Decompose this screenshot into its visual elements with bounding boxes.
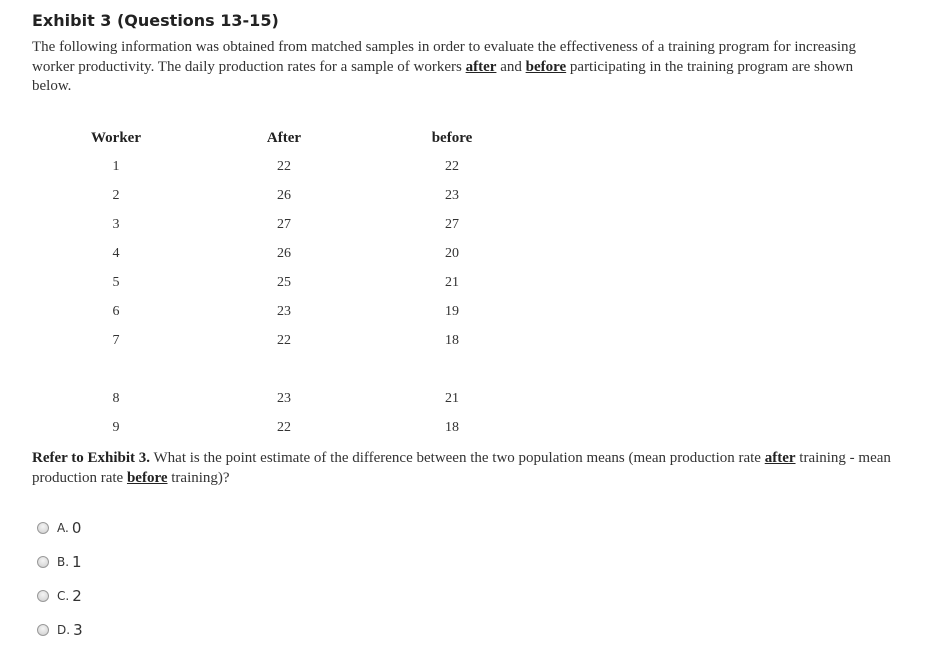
cell-before: 18 [445, 333, 459, 348]
header-before: before [431, 130, 473, 146]
cell-after: 26 [277, 188, 291, 203]
option-letter: D. [57, 623, 71, 637]
cell-worker: 9 [112, 420, 120, 435]
question-before-emphasis: before [126, 469, 168, 486]
option-value: 3 [73, 621, 83, 639]
radio-button[interactable] [37, 522, 49, 534]
cell-after: 26 [277, 246, 291, 261]
question-body-mid: training - mean production rate [32, 450, 891, 486]
cell-worker: 6 [112, 304, 120, 319]
cell-worker: 4 [112, 246, 120, 261]
option-value: 2 [72, 587, 82, 605]
cell-before: 21 [445, 275, 459, 290]
header-after: After [266, 130, 302, 146]
answer-option-c[interactable] [37, 586, 82, 606]
radio-button[interactable] [37, 556, 49, 568]
radio-button[interactable] [37, 590, 49, 602]
option-value: 0 [71, 519, 82, 537]
cell-before: 21 [445, 391, 459, 406]
cell-after: 27 [277, 217, 291, 232]
cell-worker: 3 [112, 217, 120, 232]
cell-before: 20 [445, 246, 459, 261]
question-body: What is the point estimate of the difference between the two population means (mean production rate [150, 450, 765, 466]
intro-text: The following information was obtained from matched samples in order to evaluate the effectiveness of a training program for increasing worker productivity. The daily production rates for a sample of workers [32, 39, 857, 75]
cell-before: 22 [445, 159, 459, 174]
intro-before-emphasis: before [525, 58, 567, 75]
question-after-emphasis: after [764, 450, 796, 466]
question-ref: Refer to Exhibit 3. [32, 450, 151, 466]
cell-before: 18 [445, 420, 459, 435]
cell-after: 23 [277, 304, 291, 319]
cell-after: 25 [277, 275, 291, 290]
intro-after-emphasis: after [465, 58, 497, 75]
answer-option-d[interactable] [37, 620, 83, 640]
cell-worker: 5 [112, 275, 120, 290]
cell-worker: 7 [112, 333, 120, 348]
cell-after: 23 [277, 391, 291, 406]
cell-worker: 2 [112, 188, 120, 203]
cell-before: 19 [445, 304, 459, 319]
exhibit-title: Exhibit 3 (Questions 13-15) [32, 11, 279, 30]
option-letter: B. [57, 555, 70, 569]
option-letter: C. [57, 589, 70, 603]
radio-button[interactable] [37, 624, 49, 636]
answer-option-b[interactable] [37, 552, 82, 572]
exhibit-description [32, 38, 872, 97]
cell-before: 27 [445, 217, 459, 232]
question-body-end: training)? [167, 469, 230, 486]
intro-and: and [496, 58, 526, 75]
cell-worker: 1 [112, 159, 120, 174]
cell-worker: 8 [112, 391, 120, 406]
cell-after: 22 [277, 420, 291, 435]
cell-after: 22 [277, 333, 291, 348]
question-text [32, 449, 892, 488]
cell-after: 22 [277, 159, 291, 174]
answer-option-a[interactable] [37, 518, 81, 538]
option-letter: A. [57, 521, 69, 535]
intro-text-end: participating in the training program are shown below. [32, 58, 854, 94]
cell-before: 23 [445, 188, 459, 203]
header-worker: Worker [91, 130, 141, 146]
option-value: 1 [72, 553, 82, 571]
